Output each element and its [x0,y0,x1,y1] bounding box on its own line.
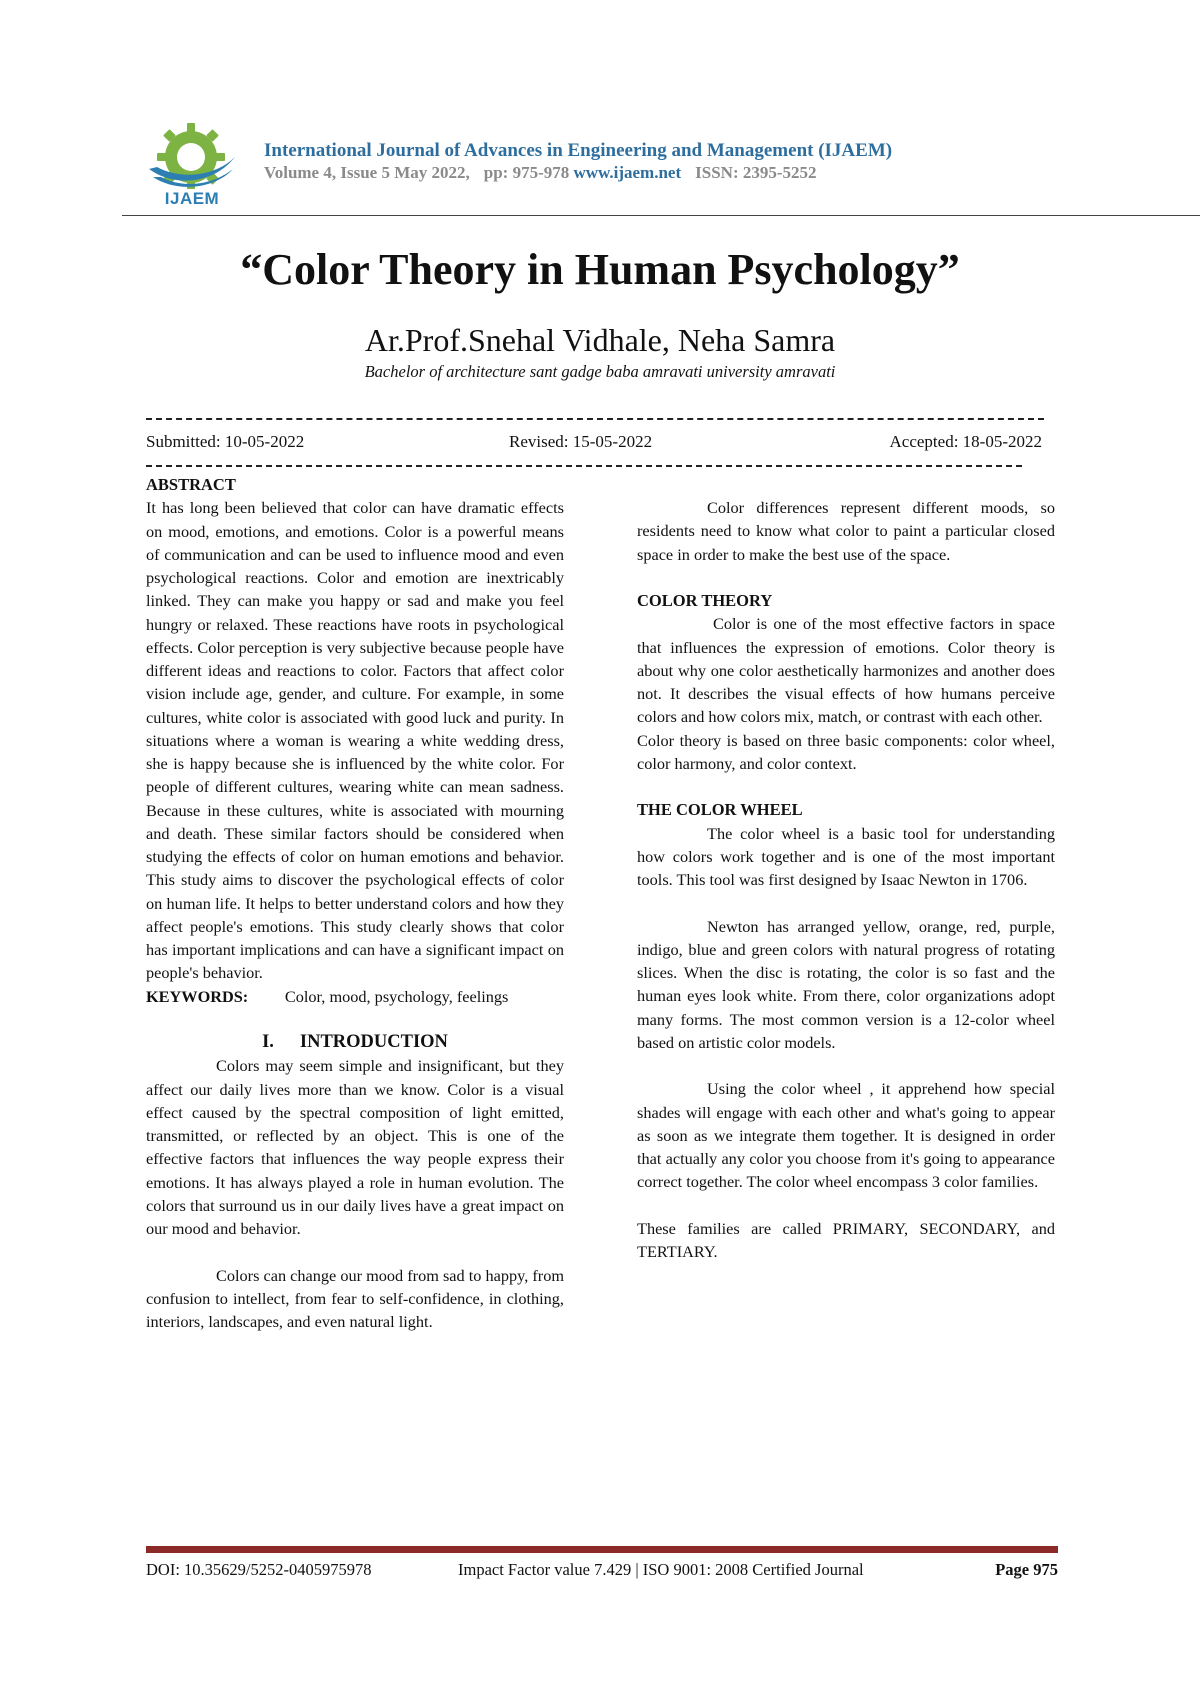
journal-url[interactable]: www.ijaem.net [573,163,682,182]
intro-paragraph-1: Colors may seem simple and insignificant, but they affect our daily lives more than we know. Color is a visual effect caused by the spectral composition of light emitted, transmitted, or reflected by an object. This is one of the effective factors that influences the way people express their emotions. It has always played a role in human evolution. The colors that surround us in our daily lives have a great impact on our mood and behavior. [146,1056,564,1238]
page-range: pp: 975-978 [483,163,570,182]
color-theory-text: Color is one of the most effective factors in space that influences the expression of emotions. Color theory is about why one color aesthetically harmonizes and another does not. It describes the visual effects of how humans perceive colors and how colors mix, match, or contrast with each other. [637,614,1055,727]
authors: Ar.Prof.Snehal Vidhale, Neha Samra [364,322,836,358]
right-paragraph-1: Color differences represent different moods, so residents need to know what color to paint a particular closed space in order to make the best use of the space. [637,498,1055,564]
paper-title: “Color Theory in Human Psychology” [240,245,960,294]
left-column [146,473,564,1333]
dashed-divider-top [146,418,1044,420]
header-divider [122,215,1200,216]
volume-issue: Volume 4, Issue 5 May 2022, [264,163,470,182]
section-title: INTRODUCTION [299,1032,448,1052]
impact-factor: Impact Factor value 7.429 | ISO 9001: 2008 Certified Journal [458,1560,864,1579]
keywords [146,985,564,1008]
footer-bar [146,1546,1058,1553]
intro-paragraph-2: Colors can change our mood from sad to happy, from confusion to intellect, from fear to self-confidence, in clothing, interiors, landscapes, and even natural light. [146,1265,565,1331]
color-wheel-heading: THE COLOR WHEEL [637,800,803,820]
section-number: I. [262,1032,274,1052]
issn: ISSN: 2395-5252 [695,163,817,182]
abstract-heading: ABSTRACT [146,475,236,494]
keywords-text: Color, mood, psychology, feelings [284,986,509,1006]
journal-meta [264,163,817,183]
journal-title: International Journal of Advances in Engineering and Management (IJAEM) [264,140,893,161]
submitted-date: Submitted: 10-05-2022 [146,432,305,451]
dates-row [146,432,1042,454]
doi: DOI: 10.35629/5252-0405975978 [146,1560,372,1579]
accepted-date: Accepted: 18-05-2022 [889,432,1042,451]
keywords-label: KEYWORDS: [146,986,249,1006]
abstract-text: It has long been believed that color can have dramatic effects on mood, emotions, and emotions. Color is a powerful means of communication and can be used to influence mood and even psychological reactions. Color and emotion are inextricably linked. They can make you happy or sad and make you feel hungry or relaxed. These reactions have roots in psychological effects. Color perception is very subjective because people have different ideas and reactions to color. Factors that affect color vision include age, gender, and culture. For example, in some cultures, white color is associated with good luck and purity. In situations where a woman is wearing a white wedding dress, she is happy because she is influenced by the white color. For people of different cultures, wearing white can mean sadness. Because in these cultures, white is associated with mourning and death. These similar factors should be considered when studying the effects of color on human emotions and behavior. This study aims to discover the psychological effects of color on human life. It helps to better understand colors and how they affect people's emotions. This study clearly shows that color has important implications and can have a significant impact on people's behavior. [146,498,564,983]
page-number: Page 975 [995,1560,1058,1579]
color-wheel-text: The color wheel is a basic tool for understanding how colors work together and is one of the most important tools. This tool was first designed by Isaac Newton in 1706. [637,823,1055,889]
using-color-wheel-paragraph: Using the color wheel , it apprehend how special shades will engage with each other and what's going to appear as soon as we integrate them together. It is designed in order that actually any color you choose from it's going to appearance correct together. The color wheel encompass 3 color families. [637,1079,1055,1192]
families-paragraph: These families are called PRIMARY, SECONDARY, and TERTIARY. [637,1218,1055,1261]
affiliation: Bachelor of architecture sant gadge baba amravati university amravati [364,362,836,381]
introduction-heading [146,1031,564,1054]
right-column [637,496,1055,1263]
revised-date: Revised: 15-05-2022 [509,432,653,451]
logo-text: IJAEM [164,189,220,208]
color-theory-text-2: Color theory is based on three basic components: color wheel, color harmony, and color context. [637,730,1055,773]
color-theory-heading: COLOR THEORY [637,591,773,610]
dashed-divider-bottom [146,465,1022,467]
newton-paragraph: Newton has arranged yellow, orange, red, purple, indigo, blue and green colors with natural progress of rotating slices. When the disc is rotating, the color is so fast and the human eyes look white. From there, color organizations adopt many forms. The most common version is a 12-color wheel based on artistic color models. [637,916,1055,1052]
